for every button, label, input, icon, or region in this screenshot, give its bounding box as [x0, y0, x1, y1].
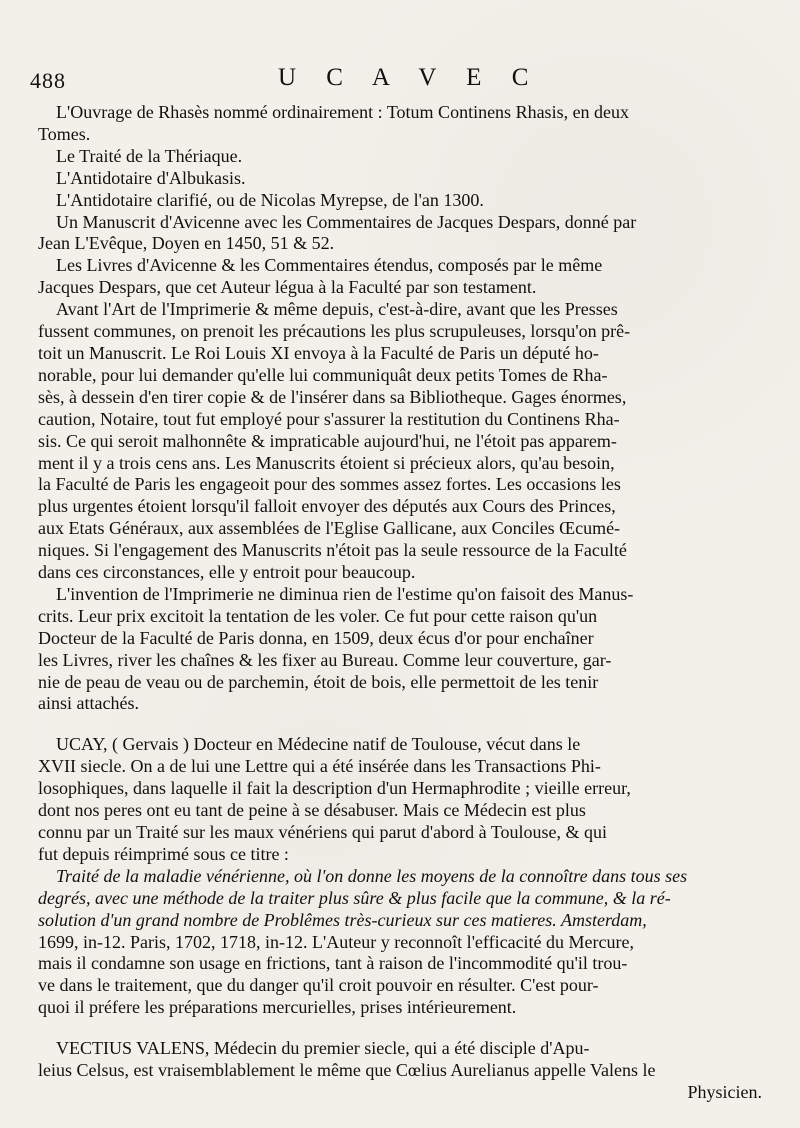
- text-line: solution d'un grand nombre de Problêmes très-curieux sur ces matieres. Amsterdam,: [38, 909, 647, 930]
- text-line: niques. Si l'engagement des Manuscrits n'étoit pas la seule ressource de la Faculté: [38, 540, 627, 561]
- text-line: sès, à dessein d'en tirer copie & de l'insérer dans sa Bibliotheque. Gages énormes,: [38, 386, 627, 407]
- text-line: quoi il préfere les préparations mercurielles, prises intérieurement.: [38, 997, 517, 1018]
- text-line: Traité de la maladie vénérienne, où l'on donne les moyens de la connoître dans tous ses: [56, 865, 688, 886]
- page-text: [38, 102, 766, 1104]
- text-line: Un Manuscrit d'Avicenne avec les Commentaires de Jacques Despars, donné par: [56, 211, 637, 232]
- text-line: dont nos peres ont eu tant de peine à se désabuser. Mais ce Médecin est plus: [38, 800, 586, 821]
- text-line: mais il condamne son usage en frictions, tant à raison de l'incommodité qu'il trou-: [38, 953, 628, 974]
- text-line: fut depuis réimprimé sous ce titre :: [38, 843, 289, 864]
- text-line: connu par un Traité sur les maux vénériens qui parut d'abord à Toulouse, & qui: [38, 822, 608, 842]
- text-line: UCAY, ( Gervais ) Docteur en Médecine natif de Toulouse, vécut dans le: [56, 734, 581, 755]
- text-line: ainsi attachés.: [38, 693, 139, 714]
- text-line: Jean L'Evêque, Doyen en 1450, 51 & 52.: [38, 233, 335, 254]
- text-line: sis. Ce qui seroit malhonnête & impraticable aujourd'hui, ne l'étoit pas apparem-: [38, 430, 617, 451]
- running-head: U C A V E C: [278, 64, 541, 91]
- text-line: Physicien.: [687, 1081, 762, 1102]
- text-line: Jacques Despars, que cet Auteur légua à la Faculté par son testament.: [38, 277, 537, 298]
- text-line: Le Traité de la Thériaque.: [56, 145, 243, 166]
- text-line: Docteur de la Faculté de Paris donna, en 1509, deux écus d'or pour enchaîner: [38, 627, 594, 648]
- text-line: Avant l'Art de l'Imprimerie & même depuis, c'est-à-dire, avant que les Presses: [56, 299, 618, 320]
- text-line: dans ces circonstances, elle y entroit pour beaucoup.: [38, 562, 416, 583]
- text-line: degrés, avec une méthode de la traiter plus sûre & plus facile que la commune, & la ré-: [38, 887, 671, 908]
- text-line: losophiques, dans laquelle il fait la description d'un Hermaphrodite ; vieille erreur,: [38, 778, 631, 799]
- text-line: VECTIUS VALENS, Médecin du premier siecle, qui a été disciple d'Apu-: [56, 1038, 590, 1059]
- text-line: Les Livres d'Avicenne & les Commentaires étendus, composés par le même: [56, 255, 603, 276]
- text-line: L'invention de l'Imprimerie ne diminua rien de l'estime qu'on faisoit des Manus-: [56, 583, 634, 604]
- text-line: XVII siecle. On a de lui une Lettre qui a été insérée dans les Transactions Phi-: [38, 756, 601, 777]
- text-line: plus urgentes étoient lorsqu'il falloit envoyer des députés aux Cours des Princes,: [38, 496, 616, 517]
- text-line: la Faculté de Paris les engageoit pour des sommes assez fortes. Les occasions les: [38, 474, 621, 495]
- text-line: norable, pour lui demander qu'elle lui communiquât deux petits Tomes de Rha-: [38, 364, 608, 385]
- text-line: crits. Leur prix excitoit la tentation de les voler. Ce fut pour cette raison qu'un: [38, 605, 598, 626]
- text-line: aux Etats Généraux, aux assemblées de l'Eglise Gallicane, aux Conciles Œcumé-: [38, 518, 621, 539]
- page-number: 488: [30, 68, 66, 93]
- text-line: ment il y a trois cens ans. Les Manuscrits étoient si précieux alors, qu'au besoin,: [38, 452, 615, 473]
- page-header: [30, 64, 766, 102]
- entry-spacing: [38, 1019, 766, 1038]
- text-line: Tomes.: [38, 123, 91, 144]
- text-line: nie de peau de veau ou de parchemin, étoit de bois, elle permettoit de les tenir: [38, 671, 599, 692]
- text-line: leius Celsus, est vraisemblablement le même que Cœlius Aurelianus appelle Valens le: [38, 1060, 656, 1081]
- text-line: 1699, in-12. Paris, 1702, 1718, in-12. L'Auteur y reconnoît l'efficacité du Mercure,: [38, 931, 635, 952]
- text-line: L'Ouvrage de Rhasès nommé ordinairement : Totum Continens Rhasis, en deux: [56, 102, 630, 122]
- entry-spacing: [38, 715, 766, 734]
- text-line: L'Antidotaire d'Albukasis.: [56, 167, 246, 188]
- text-line: ve dans le traitement, que du danger qu'il croit pouvoir en résulter. C'est pour-: [38, 975, 599, 996]
- text-line: fussent communes, on prenoit les précautions les plus scrupuleuses, lorsqu'on prê-: [38, 321, 631, 342]
- text-line: toit un Manuscrit. Le Roi Louis XI envoya à la Faculté de Paris un député ho-: [38, 342, 599, 363]
- text-line: L'Antidotaire clarifié, ou de Nicolas Myrepse, de l'an 1300.: [56, 189, 484, 210]
- text-line: les Livres, river les chaînes & les fixer au Bureau. Comme leur couverture, gar-: [38, 649, 612, 670]
- text-line: caution, Notaire, tout fut employé pour s'assurer la restitution du Continens Rha-: [38, 408, 620, 429]
